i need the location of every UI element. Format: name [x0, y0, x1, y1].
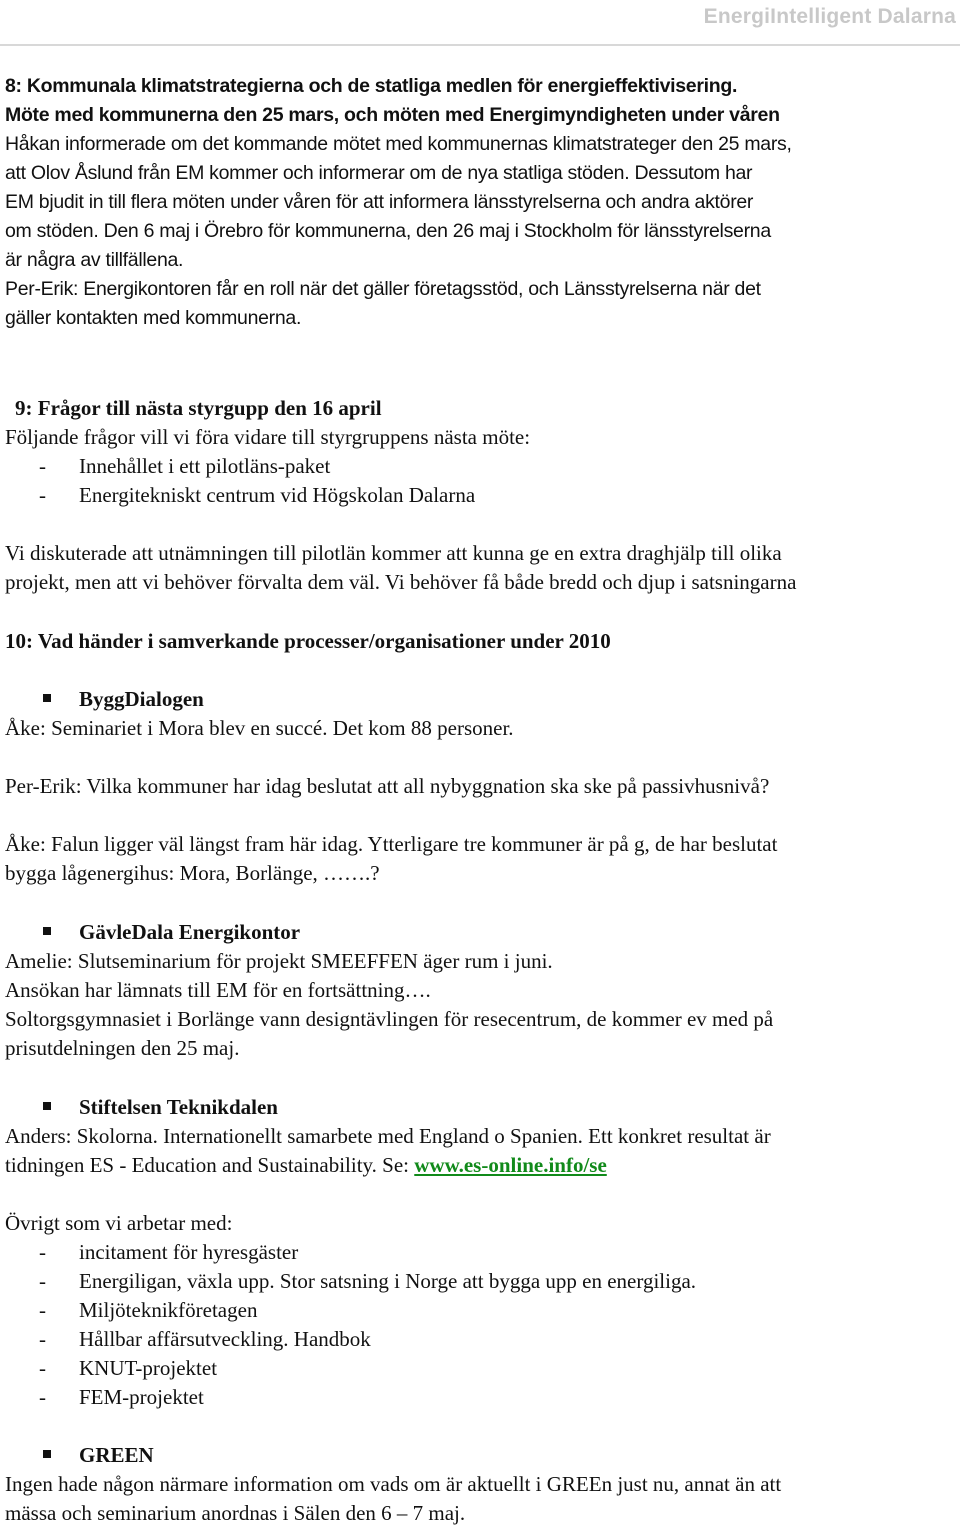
square-bullet-icon [43, 927, 51, 935]
gavledala-block [5, 918, 956, 1063]
byggdialogen-block [5, 685, 956, 743]
es-online-link[interactable]: www.es-online.info/se [414, 1153, 607, 1177]
list-item [5, 481, 956, 510]
section-8-title: 8: Kommunala klimatstrategierna och de statliga medlen för energieffektivisering. [5, 75, 738, 97]
text-line: projekt, men att vi behöver förvalta dem väl. Vi behöver få både bredd och djup i satsningarna [5, 570, 797, 594]
text-line: Håkan informerade om det kommande mötet med kommunernas klimatstrateger den 25 mars, [5, 133, 792, 155]
bullet-heading-text: Stiftelsen Teknikdalen [79, 1095, 278, 1119]
text-line: Åke: Falun ligger väl längst fram här idag. Ytterligare tre kommuner är på g, de har beslutat [5, 832, 778, 856]
section-8-subtitle: Möte med kommunerna den 25 mars, och möten med Energimyndigheten under våren [5, 104, 780, 126]
bullet-heading-green [5, 1441, 956, 1470]
byggdialogen-answer [5, 830, 956, 888]
section-9-title: 9: Frågor till nästa styrgupp den 16 april [15, 396, 382, 420]
text-fragment: tidningen ES - Education and Sustainability. Se: [5, 1153, 415, 1177]
section-8 [5, 72, 956, 333]
list-item [5, 1354, 956, 1383]
dash-marker: - [39, 1298, 46, 1322]
text-line: om stöden. Den 6 maj i Örebro för kommunerna, den 26 maj i Stockholm för länsstyrelserna [5, 220, 771, 242]
text-line: bygga lågenergihus: Mora, Borlänge, …….? [5, 861, 380, 885]
list-item-text: Miljöteknikföretagen [79, 1298, 258, 1322]
ovrigt-block [5, 1209, 956, 1412]
text-line: Soltorgsgymnasiet i Borlänge vann designtävlingen för resecentrum, de kommer ev med på [5, 1007, 774, 1031]
bullet-heading-text: ByggDialogen [79, 687, 204, 711]
dash-marker: - [39, 454, 46, 478]
ovrigt-intro: Övrigt som vi arbetar med: [5, 1211, 233, 1235]
dash-marker: - [39, 483, 46, 507]
section-9-discussion [5, 539, 956, 597]
bullet-heading-gavledala [5, 918, 956, 947]
dash-marker: - [39, 1356, 46, 1380]
section-9-intro: Följande frågor vill vi föra vidare till styrgruppens nästa möte: [5, 425, 531, 449]
text-line: är några av tillfällena. [5, 249, 184, 271]
section-8-paragraph-2 [5, 275, 956, 333]
bullet-heading-teknikdalen [5, 1093, 956, 1122]
square-bullet-icon [43, 1102, 51, 1110]
dash-marker: - [39, 1385, 46, 1409]
teknikdalen-block [5, 1093, 956, 1180]
document-header-brand: EnergiIntelligent Dalarna [703, 5, 956, 28]
text-line: Amelie: Slutseminarium för projekt SMEEFFEN äger rum i juni. [5, 949, 553, 973]
list-item-text: Energiligan, växla upp. Stor satsning i Norge att bygga upp en energiliga. [79, 1269, 697, 1293]
text-line-with-link [5, 1151, 956, 1180]
dash-marker: - [39, 1240, 46, 1264]
text-line: Per-Erik: Vilka kommuner har idag beslutat att all nybyggnation ska ske på passivhusnivå? [5, 774, 770, 798]
list-item-text: incitament för hyresgäster [79, 1240, 299, 1264]
text-line: Åke: Seminariet i Mora blev en succé. Det kom 88 personer. [5, 716, 514, 740]
green-block [5, 1441, 956, 1528]
bullet-heading-byggdialogen [5, 685, 956, 714]
header-divider [0, 44, 960, 46]
list-item-text: Hållbar affärsutveckling. Handbok [79, 1327, 371, 1351]
list-item [5, 1325, 956, 1354]
list-item [5, 1383, 956, 1412]
section-10-heading: 10: Vad händer i samverkande processer/organisationer under 2010 [5, 629, 611, 653]
section-9 [5, 394, 956, 510]
text-line: prisutdelningen den 25 maj. [5, 1036, 240, 1060]
text-line: Ansökan har lämnats till EM för en fortsättning…. [5, 978, 431, 1002]
text-line: EM bjudit in till flera möten under våren för att informera länsstyrelserna och andra aktörer [5, 191, 754, 213]
dash-marker: - [39, 1269, 46, 1293]
text-line: mässa och seminarium anordnas i Sälen den 6 – 7 maj. [5, 1501, 466, 1525]
bullet-heading-text: GävleDala Energikontor [79, 920, 301, 944]
byggdialogen-question [5, 772, 956, 801]
list-item [5, 1296, 956, 1325]
square-bullet-icon [43, 1450, 51, 1458]
list-item [5, 1267, 956, 1296]
list-item-text: KNUT-projektet [79, 1356, 218, 1380]
text-line: Ingen hade någon närmare information om vads om är aktuellt i GREEn just nu, annat än att [5, 1472, 782, 1496]
list-item-text: Energitekniskt centrum vid Högskolan Dalarna [79, 483, 476, 507]
text-line: Per-Erik: Energikontoren får en roll när det gäller företagsstöd, och Länsstyrelserna när det [5, 278, 761, 300]
text-line: att Olov Åslund från EM kommer och informerar om de nya statliga stöden. Dessutom har [5, 162, 753, 184]
list-item-text: Innehållet i ett pilotläns-paket [79, 454, 331, 478]
bullet-heading-text: GREEN [79, 1443, 154, 1467]
section-8-paragraph-1 [5, 130, 956, 275]
section-10-title [5, 627, 956, 656]
text-line: gäller kontakten med kommunerna. [5, 307, 302, 329]
square-bullet-icon [43, 694, 51, 702]
dash-marker: - [39, 1327, 46, 1351]
text-line: Anders: Skolorna. Internationellt samarbete med England o Spanien. Ett konkret resultat är [5, 1124, 771, 1148]
text-line: Vi diskuterade att utnämningen till pilotlän kommer att kunna ge en extra draghjälp till olika [5, 541, 782, 565]
list-item [5, 452, 956, 481]
list-item [5, 1238, 956, 1267]
list-item-text: FEM-projektet [79, 1385, 204, 1409]
